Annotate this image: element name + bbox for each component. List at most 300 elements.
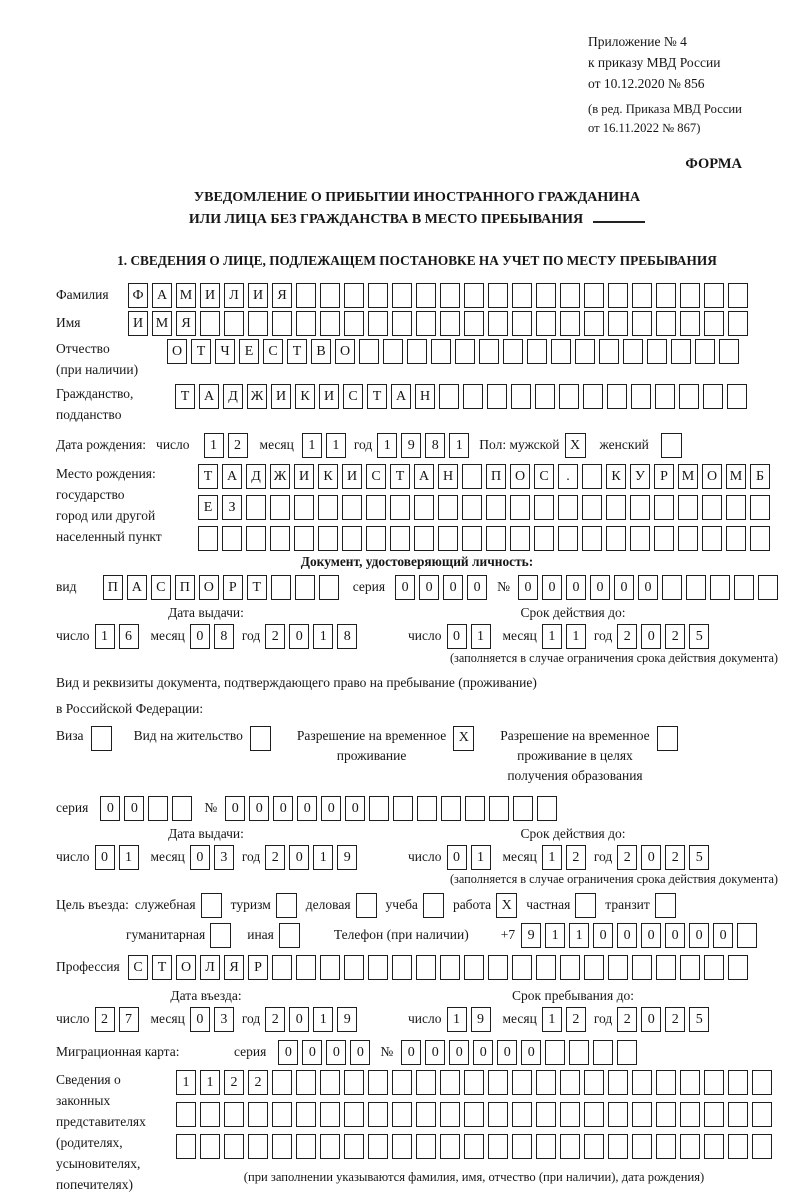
char-cell[interactable]: И xyxy=(200,283,220,308)
char-cell[interactable]: У xyxy=(630,464,650,489)
char-cell[interactable] xyxy=(464,1070,484,1095)
char-cell[interactable] xyxy=(464,311,484,336)
char-cell[interactable]: 0 xyxy=(689,923,709,948)
char-cell[interactable] xyxy=(294,495,314,520)
char-cell[interactable] xyxy=(655,384,675,409)
char-cell[interactable] xyxy=(536,955,556,980)
char-cell[interactable] xyxy=(582,495,602,520)
char-cell[interactable] xyxy=(342,526,362,551)
char-cell[interactable]: О xyxy=(510,464,530,489)
char-cell[interactable]: 2 xyxy=(617,845,637,870)
char-cell[interactable]: 0 xyxy=(401,1040,421,1065)
char-cell[interactable] xyxy=(656,283,676,308)
char-cell[interactable] xyxy=(560,311,580,336)
char-cell[interactable] xyxy=(176,1134,196,1159)
char-cell[interactable] xyxy=(438,495,458,520)
char-cell[interactable] xyxy=(344,1102,364,1127)
char-cell[interactable] xyxy=(246,526,266,551)
char-cell[interactable] xyxy=(392,311,412,336)
char-cell[interactable] xyxy=(511,384,531,409)
char-cell[interactable] xyxy=(623,339,643,364)
char-cell[interactable]: 1 xyxy=(200,1070,220,1095)
char-cell[interactable] xyxy=(599,339,619,364)
char-cell[interactable] xyxy=(560,1134,580,1159)
char-cell[interactable] xyxy=(512,311,532,336)
char-cell[interactable] xyxy=(272,311,292,336)
char-cell[interactable] xyxy=(248,1102,268,1127)
char-cell[interactable]: 0 xyxy=(345,796,365,821)
char-cell[interactable] xyxy=(632,955,652,980)
char-cell[interactable]: П xyxy=(175,575,195,600)
char-cell[interactable] xyxy=(462,526,482,551)
char-cell[interactable] xyxy=(558,495,578,520)
char-cell[interactable] xyxy=(359,339,379,364)
char-cell[interactable]: 0 xyxy=(521,1040,541,1065)
char-cell[interactable]: . xyxy=(558,464,578,489)
char-cell[interactable] xyxy=(726,495,746,520)
char-cell[interactable] xyxy=(296,1070,316,1095)
char-cell[interactable] xyxy=(198,526,218,551)
char-cell[interactable] xyxy=(390,526,410,551)
char-cell[interactable] xyxy=(679,384,699,409)
char-cell[interactable] xyxy=(246,495,266,520)
char-cell[interactable]: Т xyxy=(367,384,387,409)
char-cell[interactable]: И xyxy=(342,464,362,489)
char-cell[interactable] xyxy=(536,283,556,308)
char-cell[interactable] xyxy=(319,575,339,600)
char-cell[interactable]: 1 xyxy=(313,845,333,870)
char-cell[interactable] xyxy=(368,1070,388,1095)
char-cell[interactable]: 0 xyxy=(278,1040,298,1065)
char-cell[interactable] xyxy=(366,526,386,551)
char-cell[interactable]: 0 xyxy=(419,575,439,600)
char-cell[interactable]: Я xyxy=(176,311,196,336)
char-cell[interactable] xyxy=(383,339,403,364)
char-cell[interactable]: 0 xyxy=(447,845,467,870)
char-cell[interactable] xyxy=(440,1102,460,1127)
char-cell[interactable] xyxy=(510,526,530,551)
char-cell[interactable]: 0 xyxy=(713,923,733,948)
char-cell[interactable]: С xyxy=(366,464,386,489)
char-cell[interactable] xyxy=(704,955,724,980)
char-cell[interactable]: 1 xyxy=(542,1007,562,1032)
char-cell[interactable] xyxy=(440,283,460,308)
char-cell[interactable] xyxy=(680,283,700,308)
char-cell[interactable]: А xyxy=(414,464,434,489)
char-cell[interactable] xyxy=(344,283,364,308)
char-cell[interactable] xyxy=(368,1102,388,1127)
char-cell[interactable] xyxy=(606,495,626,520)
char-cell[interactable] xyxy=(632,1070,652,1095)
char-cell[interactable] xyxy=(608,311,628,336)
char-cell[interactable] xyxy=(296,1134,316,1159)
char-cell[interactable] xyxy=(342,495,362,520)
char-cell[interactable] xyxy=(630,495,650,520)
char-cell[interactable] xyxy=(680,1070,700,1095)
char-cell[interactable]: П xyxy=(103,575,123,600)
char-cell[interactable] xyxy=(200,1134,220,1159)
char-cell[interactable] xyxy=(656,1134,676,1159)
char-cell[interactable]: 0 xyxy=(665,923,685,948)
char-cell[interactable] xyxy=(464,283,484,308)
char-cell[interactable] xyxy=(704,1102,724,1127)
char-cell[interactable]: 1 xyxy=(377,433,397,458)
char-cell[interactable]: К xyxy=(318,464,338,489)
char-cell[interactable]: 5 xyxy=(689,1007,709,1032)
char-cell[interactable]: С xyxy=(343,384,363,409)
char-cell[interactable]: 0 xyxy=(542,575,562,600)
char-cell[interactable] xyxy=(407,339,427,364)
char-cell[interactable]: 2 xyxy=(665,624,685,649)
char-cell[interactable] xyxy=(560,955,580,980)
char-cell[interactable]: С xyxy=(534,464,554,489)
char-cell[interactable]: Ж xyxy=(270,464,290,489)
char-cell[interactable] xyxy=(414,495,434,520)
char-cell[interactable]: А xyxy=(391,384,411,409)
char-cell[interactable] xyxy=(752,1070,772,1095)
char-cell[interactable] xyxy=(728,955,748,980)
char-cell[interactable] xyxy=(728,283,748,308)
char-cell[interactable] xyxy=(488,955,508,980)
checkbox-study[interactable] xyxy=(423,893,444,918)
char-cell[interactable]: Я xyxy=(224,955,244,980)
char-cell[interactable]: 6 xyxy=(119,624,139,649)
char-cell[interactable]: 0 xyxy=(641,624,661,649)
char-cell[interactable] xyxy=(344,955,364,980)
char-cell[interactable] xyxy=(368,1134,388,1159)
char-cell[interactable] xyxy=(513,796,533,821)
char-cell[interactable] xyxy=(584,283,604,308)
char-cell[interactable]: 0 xyxy=(518,575,538,600)
char-cell[interactable]: Т xyxy=(152,955,172,980)
char-cell[interactable]: 5 xyxy=(689,624,709,649)
char-cell[interactable] xyxy=(758,575,778,600)
char-cell[interactable] xyxy=(510,495,530,520)
char-cell[interactable]: 0 xyxy=(590,575,610,600)
char-cell[interactable]: 0 xyxy=(425,1040,445,1065)
char-cell[interactable]: М xyxy=(678,464,698,489)
char-cell[interactable] xyxy=(320,283,340,308)
char-cell[interactable] xyxy=(248,311,268,336)
char-cell[interactable]: 0 xyxy=(326,1040,346,1065)
char-cell[interactable] xyxy=(559,384,579,409)
char-cell[interactable]: И xyxy=(128,311,148,336)
char-cell[interactable]: Р xyxy=(248,955,268,980)
char-cell[interactable] xyxy=(656,955,676,980)
checkbox-temp-residence-education[interactable] xyxy=(657,726,678,751)
char-cell[interactable] xyxy=(512,1134,532,1159)
char-cell[interactable] xyxy=(272,955,292,980)
char-cell[interactable] xyxy=(488,283,508,308)
char-cell[interactable] xyxy=(318,526,338,551)
checkbox-tourism[interactable] xyxy=(276,893,297,918)
char-cell[interactable] xyxy=(632,1134,652,1159)
char-cell[interactable] xyxy=(575,339,595,364)
char-cell[interactable] xyxy=(512,283,532,308)
char-cell[interactable]: Е xyxy=(239,339,259,364)
char-cell[interactable]: 0 xyxy=(638,575,658,600)
char-cell[interactable]: 1 xyxy=(326,433,346,458)
char-cell[interactable]: 2 xyxy=(617,624,637,649)
char-cell[interactable]: 0 xyxy=(467,575,487,600)
char-cell[interactable]: М xyxy=(726,464,746,489)
char-cell[interactable] xyxy=(584,1102,604,1127)
char-cell[interactable]: 2 xyxy=(265,624,285,649)
char-cell[interactable]: 0 xyxy=(95,845,115,870)
char-cell[interactable] xyxy=(584,1070,604,1095)
char-cell[interactable]: 0 xyxy=(124,796,144,821)
char-cell[interactable] xyxy=(734,575,754,600)
char-cell[interactable]: А xyxy=(127,575,147,600)
char-cell[interactable]: 0 xyxy=(473,1040,493,1065)
char-cell[interactable] xyxy=(320,1134,340,1159)
char-cell[interactable]: 2 xyxy=(566,1007,586,1032)
char-cell[interactable] xyxy=(512,1070,532,1095)
char-cell[interactable]: С xyxy=(128,955,148,980)
char-cell[interactable] xyxy=(416,283,436,308)
char-cell[interactable] xyxy=(224,1134,244,1159)
checkbox-transit[interactable] xyxy=(655,893,676,918)
char-cell[interactable]: Т xyxy=(247,575,267,600)
char-cell[interactable] xyxy=(464,1102,484,1127)
char-cell[interactable] xyxy=(703,384,723,409)
char-cell[interactable]: 9 xyxy=(337,845,357,870)
char-cell[interactable] xyxy=(296,283,316,308)
char-cell[interactable]: К xyxy=(295,384,315,409)
char-cell[interactable]: 0 xyxy=(302,1040,322,1065)
checkbox-male[interactable]: X xyxy=(565,433,586,458)
char-cell[interactable] xyxy=(536,311,556,336)
char-cell[interactable]: 1 xyxy=(566,624,586,649)
char-cell[interactable]: 1 xyxy=(447,1007,467,1032)
char-cell[interactable]: 0 xyxy=(395,575,415,600)
char-cell[interactable]: 9 xyxy=(337,1007,357,1032)
char-cell[interactable]: Н xyxy=(438,464,458,489)
char-cell[interactable] xyxy=(752,1102,772,1127)
char-cell[interactable] xyxy=(654,526,674,551)
char-cell[interactable] xyxy=(630,526,650,551)
char-cell[interactable]: 0 xyxy=(593,923,613,948)
char-cell[interactable]: 0 xyxy=(641,845,661,870)
char-cell[interactable] xyxy=(535,384,555,409)
char-cell[interactable]: 2 xyxy=(95,1007,115,1032)
char-cell[interactable] xyxy=(200,311,220,336)
char-cell[interactable] xyxy=(344,1070,364,1095)
char-cell[interactable]: 1 xyxy=(449,433,469,458)
char-cell[interactable] xyxy=(607,384,627,409)
char-cell[interactable] xyxy=(488,1070,508,1095)
char-cell[interactable]: 5 xyxy=(689,845,709,870)
char-cell[interactable]: 2 xyxy=(566,845,586,870)
char-cell[interactable]: 1 xyxy=(119,845,139,870)
char-cell[interactable]: М xyxy=(176,283,196,308)
char-cell[interactable]: Т xyxy=(191,339,211,364)
char-cell[interactable] xyxy=(148,796,168,821)
char-cell[interactable] xyxy=(608,1134,628,1159)
char-cell[interactable]: 9 xyxy=(401,433,421,458)
char-cell[interactable]: А xyxy=(222,464,242,489)
char-cell[interactable]: 1 xyxy=(542,624,562,649)
char-cell[interactable]: Л xyxy=(224,283,244,308)
char-cell[interactable] xyxy=(702,526,722,551)
char-cell[interactable] xyxy=(560,1102,580,1127)
char-cell[interactable] xyxy=(737,923,757,948)
char-cell[interactable]: 1 xyxy=(471,624,491,649)
char-cell[interactable] xyxy=(414,526,434,551)
char-cell[interactable] xyxy=(488,1102,508,1127)
char-cell[interactable] xyxy=(368,311,388,336)
char-cell[interactable]: С xyxy=(151,575,171,600)
char-cell[interactable] xyxy=(728,1134,748,1159)
char-cell[interactable]: И xyxy=(271,384,291,409)
char-cell[interactable] xyxy=(369,796,389,821)
char-cell[interactable] xyxy=(695,339,715,364)
char-cell[interactable] xyxy=(584,955,604,980)
char-cell[interactable] xyxy=(560,1070,580,1095)
char-cell[interactable] xyxy=(392,1102,412,1127)
char-cell[interactable] xyxy=(270,495,290,520)
char-cell[interactable]: 0 xyxy=(289,1007,309,1032)
char-cell[interactable]: О xyxy=(176,955,196,980)
char-cell[interactable]: 1 xyxy=(542,845,562,870)
char-cell[interactable]: Я xyxy=(272,283,292,308)
char-cell[interactable] xyxy=(728,1102,748,1127)
char-cell[interactable] xyxy=(366,495,386,520)
checkbox-business[interactable] xyxy=(356,893,377,918)
char-cell[interactable]: 2 xyxy=(665,845,685,870)
char-cell[interactable]: Ф xyxy=(128,283,148,308)
char-cell[interactable]: 0 xyxy=(100,796,120,821)
char-cell[interactable] xyxy=(392,283,412,308)
char-cell[interactable] xyxy=(702,495,722,520)
char-cell[interactable] xyxy=(392,1070,412,1095)
char-cell[interactable]: 0 xyxy=(321,796,341,821)
char-cell[interactable]: 0 xyxy=(289,624,309,649)
char-cell[interactable] xyxy=(172,796,192,821)
char-cell[interactable] xyxy=(536,1070,556,1095)
checkbox-private[interactable] xyxy=(575,893,596,918)
char-cell[interactable] xyxy=(462,464,482,489)
char-cell[interactable] xyxy=(417,796,437,821)
char-cell[interactable]: И xyxy=(248,283,268,308)
char-cell[interactable] xyxy=(726,526,746,551)
char-cell[interactable]: 0 xyxy=(641,1007,661,1032)
char-cell[interactable]: Ч xyxy=(215,339,235,364)
char-cell[interactable]: И xyxy=(319,384,339,409)
char-cell[interactable] xyxy=(224,311,244,336)
char-cell[interactable] xyxy=(583,384,603,409)
char-cell[interactable] xyxy=(678,495,698,520)
char-cell[interactable]: 0 xyxy=(289,845,309,870)
char-cell[interactable]: 3 xyxy=(214,1007,234,1032)
checkbox-visa[interactable] xyxy=(91,726,112,751)
char-cell[interactable] xyxy=(488,311,508,336)
char-cell[interactable] xyxy=(176,1102,196,1127)
char-cell[interactable]: 1 xyxy=(313,624,333,649)
char-cell[interactable]: 0 xyxy=(297,796,317,821)
char-cell[interactable] xyxy=(582,464,602,489)
char-cell[interactable] xyxy=(344,311,364,336)
char-cell[interactable] xyxy=(464,1134,484,1159)
char-cell[interactable] xyxy=(534,526,554,551)
char-cell[interactable] xyxy=(318,495,338,520)
char-cell[interactable]: А xyxy=(199,384,219,409)
char-cell[interactable]: 8 xyxy=(337,624,357,649)
char-cell[interactable]: 0 xyxy=(225,796,245,821)
char-cell[interactable] xyxy=(710,575,730,600)
char-cell[interactable] xyxy=(438,526,458,551)
char-cell[interactable]: Т xyxy=(175,384,195,409)
char-cell[interactable]: 0 xyxy=(497,1040,517,1065)
char-cell[interactable] xyxy=(440,955,460,980)
char-cell[interactable]: М xyxy=(152,311,172,336)
checkbox-other[interactable] xyxy=(279,923,300,948)
char-cell[interactable]: 1 xyxy=(545,923,565,948)
char-cell[interactable] xyxy=(536,1102,556,1127)
char-cell[interactable] xyxy=(344,1134,364,1159)
char-cell[interactable] xyxy=(455,339,475,364)
char-cell[interactable]: 0 xyxy=(566,575,586,600)
char-cell[interactable] xyxy=(608,283,628,308)
char-cell[interactable]: Т xyxy=(198,464,218,489)
char-cell[interactable] xyxy=(390,495,410,520)
char-cell[interactable] xyxy=(704,1134,724,1159)
char-cell[interactable]: Р xyxy=(223,575,243,600)
char-cell[interactable] xyxy=(582,526,602,551)
char-cell[interactable] xyxy=(462,495,482,520)
char-cell[interactable]: Б xyxy=(750,464,770,489)
char-cell[interactable] xyxy=(606,526,626,551)
char-cell[interactable] xyxy=(489,796,509,821)
char-cell[interactable]: 0 xyxy=(614,575,634,600)
char-cell[interactable] xyxy=(320,1070,340,1095)
char-cell[interactable]: 0 xyxy=(350,1040,370,1065)
char-cell[interactable] xyxy=(392,1134,412,1159)
char-cell[interactable]: 1 xyxy=(95,624,115,649)
char-cell[interactable]: О xyxy=(335,339,355,364)
char-cell[interactable] xyxy=(320,955,340,980)
char-cell[interactable] xyxy=(632,283,652,308)
char-cell[interactable] xyxy=(678,526,698,551)
char-cell[interactable]: Е xyxy=(198,495,218,520)
char-cell[interactable] xyxy=(551,339,571,364)
char-cell[interactable] xyxy=(727,384,747,409)
char-cell[interactable]: П xyxy=(486,464,506,489)
char-cell[interactable] xyxy=(584,1134,604,1159)
char-cell[interactable] xyxy=(200,1102,220,1127)
char-cell[interactable] xyxy=(416,1134,436,1159)
char-cell[interactable]: Д xyxy=(223,384,243,409)
char-cell[interactable] xyxy=(294,526,314,551)
char-cell[interactable]: 1 xyxy=(176,1070,196,1095)
char-cell[interactable] xyxy=(632,1102,652,1127)
char-cell[interactable] xyxy=(662,575,682,600)
char-cell[interactable]: 9 xyxy=(471,1007,491,1032)
char-cell[interactable] xyxy=(296,311,316,336)
char-cell[interactable]: Н xyxy=(415,384,435,409)
checkbox-humanitarian[interactable] xyxy=(210,923,231,948)
char-cell[interactable]: Ж xyxy=(247,384,267,409)
char-cell[interactable] xyxy=(464,955,484,980)
char-cell[interactable]: 2 xyxy=(228,433,248,458)
char-cell[interactable] xyxy=(296,1102,316,1127)
char-cell[interactable] xyxy=(584,311,604,336)
char-cell[interactable] xyxy=(728,311,748,336)
char-cell[interactable] xyxy=(569,1040,589,1065)
char-cell[interactable] xyxy=(512,1102,532,1127)
char-cell[interactable] xyxy=(224,1102,244,1127)
char-cell[interactable]: 0 xyxy=(617,923,637,948)
